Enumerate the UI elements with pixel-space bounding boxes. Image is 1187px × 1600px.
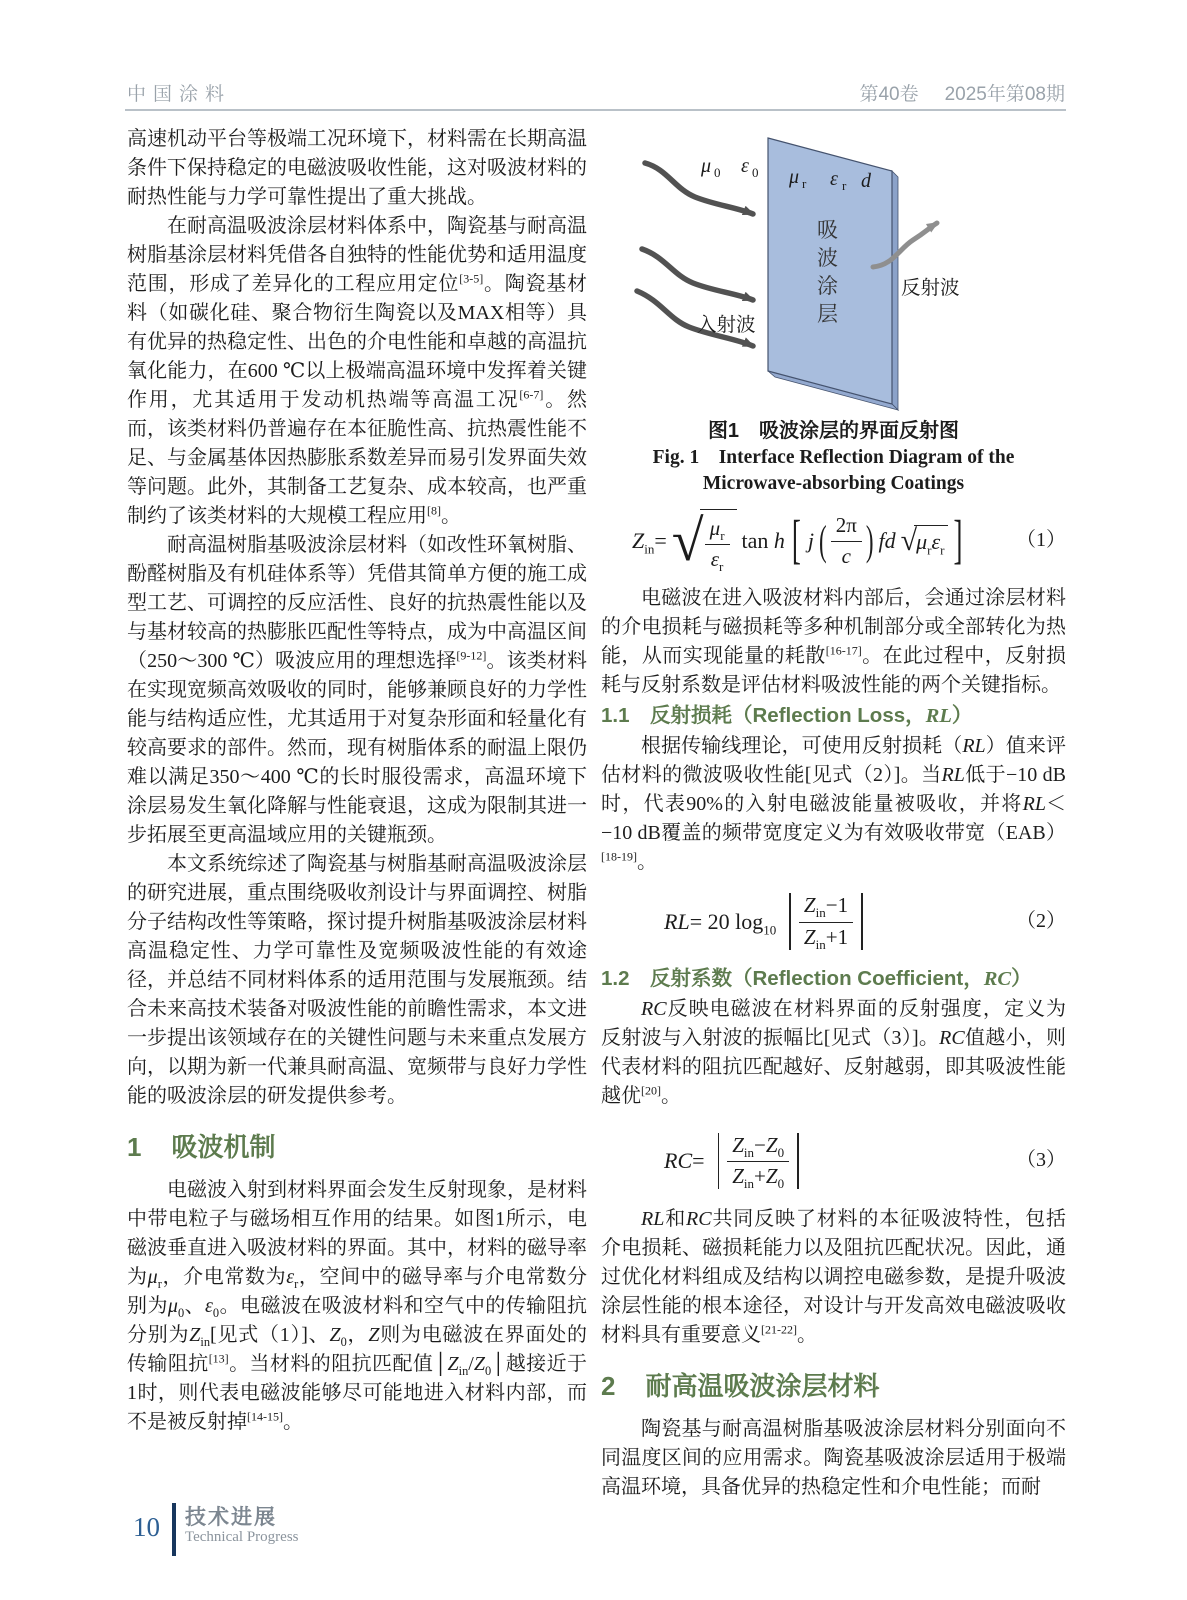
paragraph: 高速机动平台等极端工况环境下，材料需在长期高温条件下保持稳定的电磁波吸收性能，这对吸波材料的耐热性能与力学可靠性提出了重大挑战。 (127, 128, 587, 208)
paragraph: 电磁波在进入吸波材料内部后，会通过涂层材料的介电损耗与磁损耗等多种机制部分或全部转化为热能，从而实现能量的耗散[16-17]。在此过程中，反射损耗与反射系数是评估材料吸波性能的两个关键指标。 (601, 587, 1067, 697)
paragraph: 电磁波入射到材料界面会发生反射现象，是材料中带电粒子与磁场相互作用的结果。如图1所示，电磁波垂直进入吸波材料的界面。其中，材料的磁导率为$\mu_r$，介电常数为$\varepsilon_r$，空间中的磁导率与介电常数分别为$\mu_0$、$\varepsilon_0$。电磁波在吸波材料和空气中的传输阻抗分别为$Z_{in}$[见式（1）]、$Z_0$，Z则为电磁波在界面处的传输阻抗[13]。当材料的阻抗匹配值$│Z_{in}/Z_0│$越接近于1时，则代表电磁波能够尽可能地进入材料内部，而不是被反射掉[14-15]。 (127, 1179, 588, 1433)
paragraph: RL和RC共同反映了材料的本征吸波特性，包括介电损耗、磁损耗能力以及阻抗匹配状况。因此，通过优化材料组成及结构以调控电磁参数，是提升吸波涂层性能的根本途径，对设计与开发高效电磁波吸收材料具有重要意义[21-22]。 (601, 1208, 1067, 1347)
label-epsr-sub: r (842, 178, 847, 193)
figure-caption-cn: 图1 吸波涂层的界面反射图 (707, 420, 960, 442)
label-mur-sub: r (802, 176, 807, 191)
coating-char: 波 (817, 246, 838, 270)
reflected-wave-label: 反射波 (901, 278, 960, 299)
coating-char: 涂 (817, 274, 838, 298)
label-d: d (861, 170, 871, 192)
equation-2: RL= 20 $\log_{10}$ $\frac{Z_{in}-1}{Z_{in}+1}$ （2） (664, 893, 1066, 952)
header-volume-issue (859, 79, 1065, 106)
incident-wave-label: 入射波 (697, 315, 756, 336)
label-eps0-sub: 0 (752, 165, 759, 180)
label-mu0: μ (701, 155, 712, 177)
section-title: 耐高温吸波涂层材料 (645, 1371, 880, 1402)
equation-number: （2） (1016, 910, 1066, 933)
header-rule (125, 109, 1066, 111)
subsection-1-1-heading: 1.1 反射损耗（Reflection Loss，RL） (601, 704, 973, 728)
header-journal-name: 中国涂料 (127, 84, 232, 105)
equation-number: （1） (1016, 529, 1066, 552)
incident-wave-arrow (642, 249, 753, 300)
label-eps0: ε (741, 155, 749, 177)
coating-char: 吸 (817, 218, 838, 242)
figure-diagram (601, 125, 1066, 417)
footer-column-en: Technical Progress (185, 1529, 299, 1545)
paragraph: RC反映电磁波在材料界面的反射强度，定义为反射波与入射波的振幅比[见式（3）]。RC值越小，则代表材料的阻抗匹配越好、反射越弱，即其吸波性能越优[20]。 (601, 997, 1067, 1107)
abs-bar (797, 1133, 799, 1189)
figure-caption-en-line2: Microwave-absorbing Coatings (702, 473, 965, 494)
incident-wave-arrow (645, 163, 753, 214)
equation-3: RC= $\frac{Z_{in}-Z_0}{Z_{in}+Z_0}$ （3） (664, 1132, 1066, 1192)
footer-column-cn: 技术进展 (185, 1506, 277, 1529)
section-number: 1 (127, 1132, 142, 1162)
paragraph: 陶瓷基与耐高温树脂基吸波涂层材料分别面向不同温度区间的应用需求。陶瓷基吸波涂层适用于极端高温环境，具备优异的热稳定性和介电性能；而耐 (601, 1418, 1066, 1499)
paragraph: 根据传输线理论，可使用反射损耗（RL）值来评估材料的微波吸收性能[见式（2）]。当RL低于−10 dB时，代表90%的入射电磁波能量被吸收，并将RL＜−10 dB覆盖的频带宽度定义为有效吸收带宽（EAB）[18-19]。 (601, 735, 1067, 874)
slab-side-bevel (892, 171, 898, 410)
absorber-coating-diagram (601, 125, 1066, 417)
footer-divider (172, 1503, 176, 1556)
column-left (127, 125, 587, 1437)
abs-bar (861, 893, 863, 949)
label-mur: μ (789, 166, 800, 188)
label-epsr: ε (830, 168, 838, 190)
footer-page-number: 10 (133, 1512, 160, 1542)
paragraph: 在耐高温吸波涂层材料体系中，陶瓷基与耐高温树脂基涂层材料凭借各自独特的性能优势和适用温度范围，形成了差异化的工程应用定位[3-5]。陶瓷基材料（如碳化硅、聚合物衍生陶瓷以及MAX相等）具有优异的热稳定性、出色的介电性能和卓越的高温抗氧化能力，在600 ℃以上极端高温环境中发挥着关键作用，尤其适用于发动机热端等高温工况[6-7]。然而，该类材料仍普遍存在本征脆性高、抗热震性能不足、与金属基体因热膨胀系数差异而易引发界面失效等问题。此外，其制备工艺复杂、成本较高，也严重制约了该类材料的大规模工程应用[8]。 (127, 215, 588, 527)
radical-sign: √ (900, 523, 918, 557)
section-1-heading (127, 1131, 587, 1163)
column-right (601, 125, 1066, 1502)
radical-sign: √ (671, 507, 704, 573)
section-2-heading (601, 1370, 1066, 1402)
section-title: 吸波机制 (171, 1132, 276, 1162)
paragraph: 耐高温树脂基吸波涂层材料（如改性环氧树脂、酚醛树脂及有机硅体系等）凭借其简单方便的施工成型工艺、可调控的反应活性、良好的抗热震性能以及与基材较高的热膨胀匹配性等特点，成为中高温区间（250～300 ℃）吸波应用的理想选择[9-12]。该类材料在实现宽频高效吸收的同时，能够兼顾良好的力学性能与结构适应性，尤其适用于对复杂形面和轻量化有较高要求的部件。然而，现有树脂体系的耐温上限仍难以满足350～400 ℃的长时服役需求，高温环境下涂层易发生氧化降解与性能衰退，这成为限制其进一步拓展至更高温域应用的关键瓶颈。 (127, 534, 588, 846)
paragraph: 本文系统综述了陶瓷基与树脂基耐高温吸波涂层的研究进展，重点围绕吸收剂设计与界面调控、树脂分子结构改性等策略，探讨提升树脂基吸波涂层材料高温稳定性、力学可靠性及宽频吸波性能的有效途径，并总结不同材料体系的适用范围与发展瓶颈。结合未来高技术装备对吸波性能的前瞻性需求，本文进一步提出该领域存在的关键性问题与未来重点发展方向，以期为新一代兼具耐高温、宽频带与良好力学性能的吸波涂层的研发提供参考。 (127, 853, 587, 1107)
section-number: 2 (601, 1371, 616, 1402)
equation-number: （3） (1016, 1149, 1066, 1172)
header-volume: 第40卷 (859, 84, 919, 105)
header-issue: 2025年第08期 (944, 84, 1065, 105)
figure-caption-en-line1: Fig. 1 Interface Reflection Diagram of the (652, 447, 1015, 468)
abs-bar (789, 893, 791, 949)
subsection-1-2-heading: 1.2 反射系数（Reflection Coefficient，RC） (601, 966, 1032, 990)
equation-1: $Z_{in}=$ √ $\frac{\mu_r}{\varepsilon_r}$ tan h [ j ( $\frac{2\pi}{c}$ ) fd √ $\mu_r\varepsilon_r$ ] （1） (632, 507, 1066, 575)
coating-char: 层 (817, 302, 838, 326)
label-mu0-sub: 0 (714, 165, 721, 180)
abs-bar (718, 1133, 720, 1189)
